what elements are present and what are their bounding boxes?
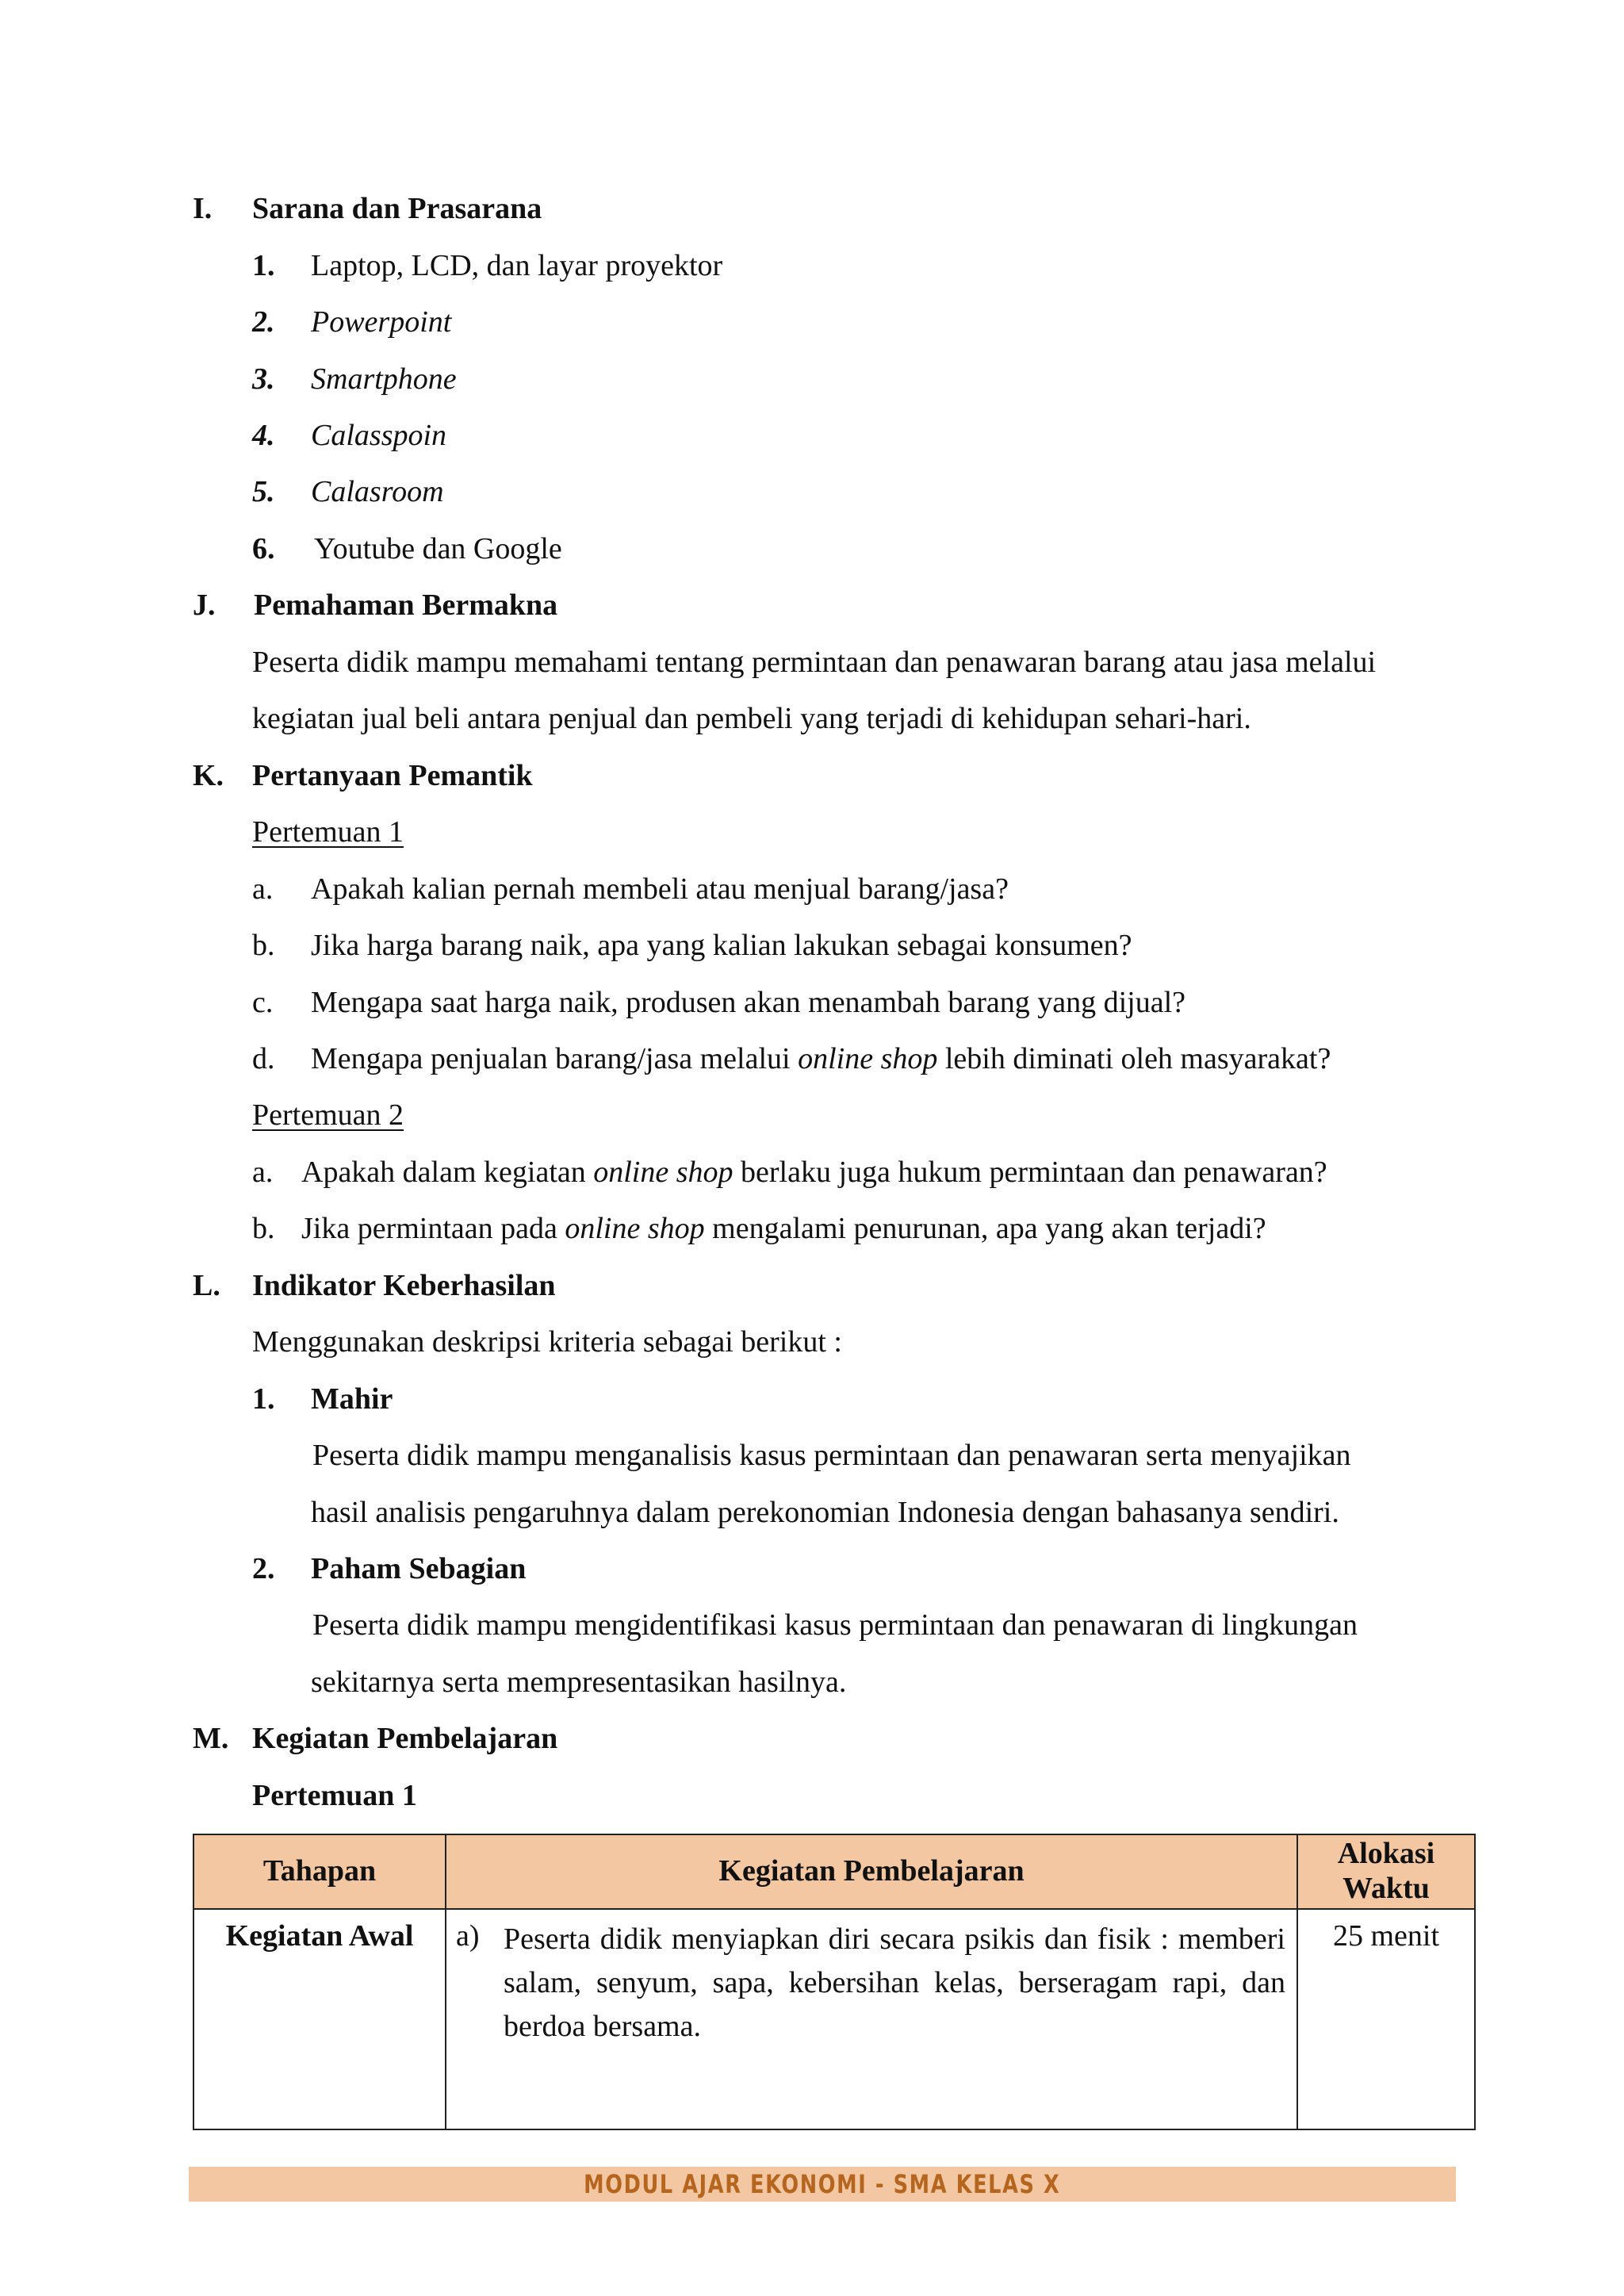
question-letter: d. <box>252 1042 275 1075</box>
question-text: Mengapa saat harga naik, produsen akan menambah barang yang dijual? <box>311 986 1186 1019</box>
cell-kegiatan <box>446 1909 1297 2129</box>
question-text-emphasis: online shop <box>593 1156 733 1189</box>
header-alokasi-line1: Alokasi <box>1337 1837 1435 1871</box>
question-text <box>301 1210 1266 1248</box>
level-number: 2. <box>252 1552 275 1585</box>
meeting-label: Pertemuan 1 <box>252 815 404 849</box>
item-number: 2. <box>252 305 275 339</box>
question-letter: a. <box>252 872 274 906</box>
paragraph-line: Menggunakan deskripsi kriteria sebagai berikut : <box>252 1325 842 1359</box>
question-text: Apakah kalian pernah membeli atau menjual barang/jasa? <box>311 872 1009 906</box>
paragraph-line: kegiatan jual beli antara penjual dan pembeli yang terjadi di kehidupan sehari-hari. <box>252 702 1251 735</box>
paragraph-line: hasil analisis pengaruhnya dalam perekonomian Indonesia dengan bahasanya sendiri. <box>311 1496 1339 1529</box>
item-number: 6. <box>252 532 275 565</box>
list-item: Calasroom <box>311 475 444 508</box>
section-m-title: Kegiatan Pembelajaran <box>252 1722 558 1755</box>
question-letter: a. <box>252 1156 274 1189</box>
section-m-letter: M. <box>193 1722 229 1755</box>
level-number: 1. <box>252 1382 275 1416</box>
section-k-letter: K. <box>193 759 224 792</box>
question-text-part: Mengapa penjualan barang/jasa melalui <box>311 1042 799 1075</box>
question-text-part: lebih diminati oleh masyarakat? <box>937 1042 1331 1075</box>
question-letter: b. <box>252 929 275 962</box>
list-item: Youtube dan Google <box>314 532 562 565</box>
item-number: 5. <box>252 475 275 508</box>
paragraph-line: Peserta didik mampu mengidentifikasi kasus permintaan dan penawaran di lingkungan <box>312 1608 1358 1642</box>
list-item: Smartphone <box>311 362 457 396</box>
question-text-part: Jika permintaan pada <box>301 1212 565 1245</box>
level-title: Paham Sebagian <box>311 1552 527 1585</box>
table-row <box>193 1909 1475 2129</box>
table-header-row <box>193 1834 1475 1909</box>
item-number: 1. <box>252 249 275 282</box>
item-number: 3. <box>252 362 275 396</box>
list-item: Calasspoin <box>311 419 447 452</box>
page-footer <box>189 2167 1456 2202</box>
question-letter: c. <box>252 986 274 1019</box>
item-number: 4. <box>252 419 275 452</box>
section-l-letter: L. <box>193 1269 220 1302</box>
question-text-part: mengalami penurunan, apa yang akan terjadi? <box>704 1212 1266 1245</box>
section-j-letter: J. <box>193 588 216 622</box>
header-tahapan: Tahapan <box>193 1834 446 1909</box>
paragraph-line: sekitarnya serta mempresentasikan hasilnya. <box>311 1665 847 1699</box>
meeting-label: Pertemuan 2 <box>252 1098 404 1132</box>
question-text-emphasis: online shop <box>798 1042 938 1075</box>
activity-label: a) <box>456 1919 480 1953</box>
level-title: Mahir <box>311 1382 393 1416</box>
paragraph-line: Peserta didik mampu menganalisis kasus permintaan dan penawaran serta menyajikan <box>312 1439 1351 1472</box>
list-item: Powerpoint <box>311 305 452 339</box>
question-letter: b. <box>252 1212 275 1245</box>
section-j-title: Pemahaman Bermakna <box>254 588 558 622</box>
activity-item <box>456 1918 1285 2049</box>
section-k-title: Pertanyaan Pemantik <box>252 759 533 792</box>
question-text <box>301 1154 1327 1192</box>
section-i-letter: I. <box>193 192 213 225</box>
cell-alokasi: 25 menit <box>1297 1909 1475 2129</box>
question-text: Jika harga barang naik, apa yang kalian lakukan sebagai konsumen? <box>311 929 1132 962</box>
list-item: Laptop, LCD, dan layar proyektor <box>311 249 723 282</box>
question-text-part: Apakah dalam kegiatan <box>301 1156 594 1189</box>
footer-text: MODUL AJAR EKONOMI - SMA KELAS X <box>584 2169 1061 2199</box>
section-i-title: Sarana dan Prasarana <box>252 192 542 225</box>
cell-tahapan: Kegiatan Awal <box>193 1909 446 2129</box>
activity-text: Peserta didik menyiapkan diri secara psikis dan fisik : memberi salam, senyum, sapa, kebersihan kelas, berseragam rapi, dan berdoa bersama. <box>504 1922 1285 2044</box>
paragraph-line: Peserta didik mampu memahami tentang permintaan dan penawaran barang atau jasa melalui <box>252 646 1377 679</box>
header-alokasi-line2: Waktu <box>1342 1872 1430 1905</box>
question-text-emphasis: online shop <box>565 1212 705 1245</box>
header-alokasi <box>1297 1834 1475 1909</box>
question-text-part: berlaku juga hukum permintaan dan penawaran? <box>733 1156 1327 1189</box>
meeting-label: Pertemuan 1 <box>252 1779 417 1812</box>
question-text <box>311 1041 1331 1079</box>
activity-table <box>193 1834 1476 2130</box>
section-l-title: Indikator Keberhasilan <box>252 1269 556 1302</box>
header-kegiatan: Kegiatan Pembelajaran <box>446 1834 1297 1909</box>
